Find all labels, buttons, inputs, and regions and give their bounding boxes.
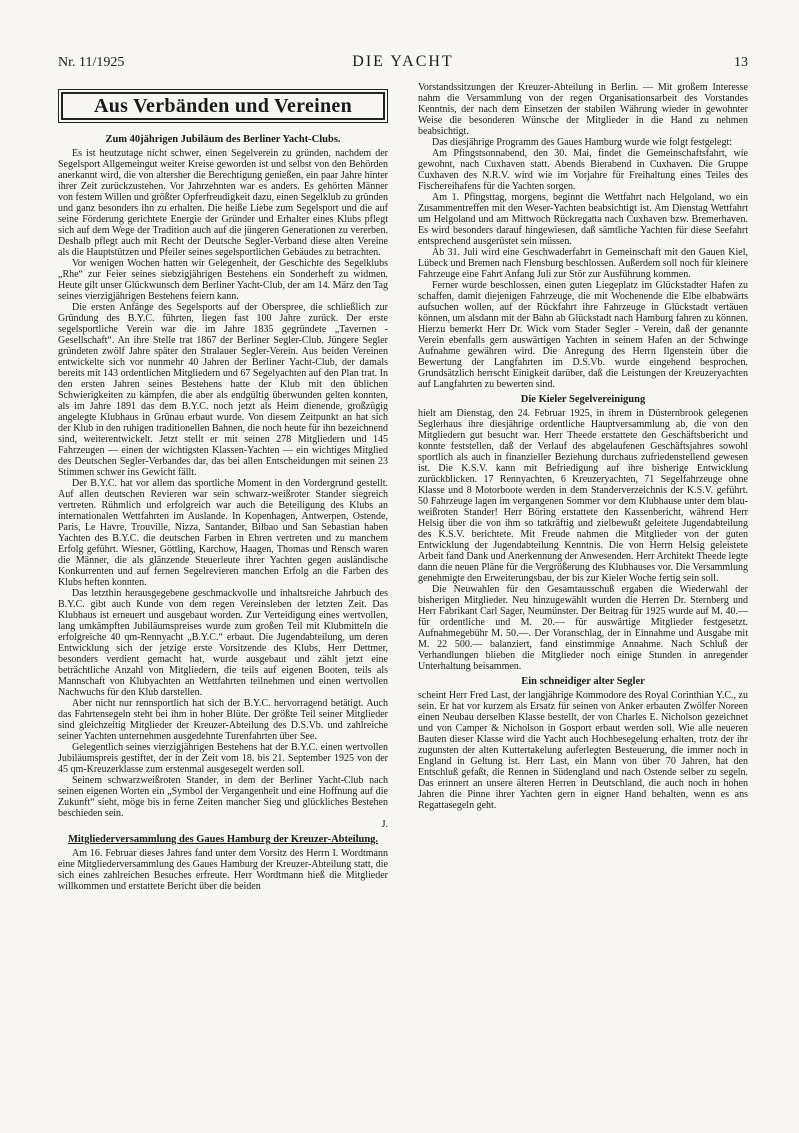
left-column	[58, 82, 388, 892]
paragraph: Am Pfingstsonnabend, den 30. Mai, findet die Gemeinschaftsfahrt, wie gewohnt, nach Cuxhaven statt. Abends Bierabend in Cuxhaven. Die Gruppe Cuxhaven des N.R.V. wird wie im Vorjahre für Freihaltung eines Teiles des Fischereihafens für die Yachten sorgen.	[418, 148, 748, 192]
paragraph: Am 1. Pfingsttag, morgens, beginnt die Wettfahrt nach Helgoland, wo ein Zusammentreffen mit den Weser-Yachten beabsichtigt ist. Am Dienstag Wettfahrt um Helgoland und am Mittwoch Rückregatta nach Cuxhaven bzw. Bremerhaven. Es wird besonders darauf hingewiesen, daß sämtliche Yachten für diese Seefahrt entsprechend ausgerüstet sein müssen.	[418, 192, 748, 247]
paragraph: Aber nicht nur rennsportlich hat sich der B.Y.C. hervorragend betätigt. Auch das Fahrtensegeln steht bei ihm in hoher Blüte. Der größte Teil seiner Mitglieder sind gleichzeitig Mitglieder der Kreuzer-Abteilung des D.S.Vb. und zahlreiche seiner Yachten unternehmen ausgedehnte Turenfahrten über See.	[58, 698, 388, 742]
paragraph: Seinem schwarzweißroten Stander, in dem der Berliner Yacht-Club nach seinen eigenen Worten ein „Symbol der Vergangenheit und eine Hoffnung auf die Zukunft“ sieht, möge bis in ferne Zeiten mancher Sieg und glückliches Bestehen beschieden sein.	[58, 775, 388, 819]
article-heading-kiel: Die Kieler Segelvereinigung	[520, 394, 646, 405]
paragraph: Am 16. Februar dieses Jahres fand unter dem Vorsitz des Herrn I. Wordtmann eine Mitgliederversammlung des Gaues Hamburg der Kreuzer-Abteilung statt, die sich eines zahlreichen Besuches erfreute. Herr Wordtmann hieß die Mitglieder willkommen und erstattete Bericht über die beiden	[58, 848, 388, 892]
paragraph: Ab 31. Juli wird eine Geschwaderfahrt in Gemeinschaft mit den Gauen Kiel, Lübeck und Bremen nach Flensburg beschlossen. Außerdem soll noch für kleinere Fahrzeuge eine Fahrt Anfang Juli zur Stör zur Ausführung kommen.	[418, 247, 749, 280]
article-heading-segler: Ein schneidiger alter Segler	[521, 676, 645, 687]
page-header	[58, 53, 748, 75]
section-title: Aus Verbänden und Vereinen	[61, 92, 385, 120]
paragraph: Gelegentlich seines vierzigjährigen Bestehens hat der B.Y.C. einen wertvollen Jubiläumspreis gestiftet, der in der Zeit vom 18. bis 21. September 1925 von der 45 qm-Kreuzerklasse zum erstenmal ausgesegelt werden soll.	[58, 742, 388, 775]
paragraph: scheint Herr Fred Last, der langjährige Kommodore des Royal Corinthian Y.C., zu sein. Er hat vor kurzem als Ersatz für seinen von Anker erbauten Zwölfer Noreen einen Neubau derselben Klasse bestellt, der von Charles E. Nicholson gezeichnet und von Camper & Nicholson in Gosport erbaut werden soll. Wie alle neueren Bauten dieser Klasse wird die Yacht auch Hochbesegelung erhalten, trotz der ihr zugunsten der alten Kuttertakelung auferlegten Besteuerung, die immer noch in England in Geltung ist. Herr Last, ein Mann von über 70 Jahren, hat den Entschluß gefaßt, die Rennen in Südengland und nach Ostende selber zu segeln. Das erinnert an unsere älteren Herren in Deutschland, die auch noch in hohen Jahren die Pinne ihrer Yachten gern in eigner Hand behalten, wenn es ans Regattasegeln geht.	[418, 690, 748, 811]
paragraph: hielt am Dienstag, den 24. Februar 1925, in ihrem in Düsternbrook gelegenen Seglerhaus ihre diesjährige ordentliche Hauptversammlung ab, die von den Mitgliedern gut besucht war. Herr Theede erstattete den Geschäftsbericht und konnte feststellen, daß der Verlauf des abgelaufenen Geschäftsjahres sowohl sportlich als auch in finanzieller Beziehung durchaus zufriedenstellend gewesen ist. Die K.S.V. kann mit Befriedigung auf ihre bisherige Entwicklung zurückblicken. 17 Rennyachten, 6 Kreuzeryachten, 71 Segelfahrzeuge ohne Klasse und 8 Motorboote werden in dem Standerverzeichnis der K.S.V. geführt. 50 Fahrzeuge lagen im vergangenen Sommer vor dem Klubhause unter dem blau-weißroten Stander! Herr Böring erstattete den Kassenbericht, während Herr Helsig über die von ihm so tatkräftig und zielbewußt geleitete Jugendabteilung des K.S.V. berichtete. Mit Freude nahmen die Mitglieder von der guten Entwicklung der Jugendabteilung Kenntnis. Die von Herrn Helsig geleistete Arbeit fand Dank und Anerkennung der Anwesenden. Herr Architekt Theede legte dann die neuen Pläne für die Vergrößerung des Klubhauses vor. Die Versammlung genehmigte den Erweiterungsbau, der bis zur Kieler Woche fertig sein soll.	[418, 408, 748, 584]
page-number: 13	[734, 55, 748, 70]
paragraph: Das letzthin herausgegebene geschmackvolle und inhaltsreiche Jahrbuch des B.Y.C. gibt auch Kunde von dem regen Vereinsleben der letzten Zeit. Das Klubhaus ist erneuert und ausgebaut worden. Zur Verteidigung eines wertvollen, lang umkämpften Jubiläumspreises wurde zum großen Teil mit Klubmitteln die erfolgreiche 40 qm-Rennyacht „B.Y.C.“ erbaut. Die Jugendabteilung, um deren Entwicklung sich der jetzige erste Vorsitzende des Klubs, Herr Dettmer, besonders verdient gemacht hat, wurde ausgebaut und zählt jetzt eine beträchtliche Anzahl von Mitgliedern, die teils auf eigenen Booten, teils als Mannschaft von Klubyachten an Wettfahrten teilnehmen und einen wertvollen Nachwuchs für den Klub darstellen.	[58, 588, 388, 698]
article-heading-byc: Zum 40jährigen Jubiläum des Berliner Yacht-Clubs.	[105, 134, 341, 145]
paragraph: Vorstandssitzungen der Kreuzer-Abteilung in Berlin. — Mit großem Interesse nahm die Versammlung von der regen Organisationsarbeit des Vorstandes Kenntnis, der nach dem Einsetzen der stabilen Währung wieder in gewohnter Weise die besonderen Wünsche der Mitglieder in die Hand zu nehmen beabsichtigt.	[418, 82, 748, 137]
journal-title: DIE YACHT	[352, 53, 454, 70]
paragraph: Das diesjährige Programm des Gaues Hamburg wurde wie folgt festgelegt:	[432, 137, 733, 148]
paragraph: Der B.Y.C. hat vor allem das sportliche Moment in den Vordergrund gestellt. Auf allen deutschen Revieren war sein schwarz-weißroter Stander siegreich vertreten. Rühmlich und erfolgreich war auch die Beteiligung des Klubs an internationalen Wettfahrten im Auslande. In Kopenhagen, Antwerpen, Ostende, Paris, Le Havre, Trouville, Nizza, Santander, Bilbao und San Sebastian haben Yachten des B.Y.C. die deutschen Farben in Ehren vertreten und zu manchem Erfolg geführt. Wiesner, Göttling, Karchow, Haagen, Thomas und Rensch waren die Männer, die als glänzende Steuerleute ihrer Yachten gegen ausländische Konkurrenten und auf fernen Segelrevieren manchen Erfolg an die Farben des Klubs heften konnten.	[58, 478, 388, 588]
paragraph: Ferner wurde beschlossen, einen guten Liegeplatz im Glückstadter Hafen zu schaffen, damit diejenigen Fahrzeuge, die mit Wochenende die Elbe elbabwärts aufsuchen wollen, auf der Rückfahrt ihre Fahrzeuge in Glückstadt vertäuen können, um alsdann mit der Bahn ab Glückstadt nach Hamburg fahren zu können. Hierzu bemerkt Herr Dr. Wick vom Stader Segler - Verein, daß der genannte Verein ebenfalls gern auswärtigen Yachten in seinem Hafen an der Schwinge Aufnahme gewähren wird. Die Anregung des Herrn Ilgenstein über die Bewertung der Langfahrten im D.S.Vb. wurde eingehend besprochen. Grundsätzlich herrscht Einigkeit darüber, daß die Leistungen der Kreuzeryachten auf Langfahrten zu bewerten sind.	[418, 280, 748, 390]
paragraph: Es ist heutzutage nicht schwer, einen Segelverein zu gründen, nachdem der Segelsport Allgemeingut weiter Kreise geworden ist und selbst von den Behörden anerkannt wird, die von altersher die Berechtigung genießen, ein paar Jahre hinter ihrer Zeit zurückzustehen. Vor Jahrzehnten war es anders. Es gehörten Männer von festem Willen und größter Opferfreudigkeit dazu, einen Segelklub zu gründen und ganz besonders ihn zu erhalten. Die heiße Liebe zum Segelsport und die auf seine Förderung gerichtete Energie der Gründer und Erhalter eines Klubs pflegt sich auf dem Wege der Tradition auch auf die jüngeren Generationen zu vererben. Deshalb pflegt auch mit Recht der Deutsche Segler-Verband diese alten Vereine als die Hauptstützen und Pfeiler seines segelsportlichen Gebäudes zu betrachten.	[58, 148, 388, 258]
paragraph: Die Neuwahlen für den Gesamtausschuß ergaben die Wiederwahl der bisherigen Mitglieder. Neu hinzugewählt wurden die Herren Dr. Sternberg und Herr Fabrikant Carl Sager, Neumünster. Der Beitrag für 1925 wurde auf M. 40.— für ordentliche und M. 20.— für auswärtige Mitglieder festgesetzt. Aufnahmegebühr M. 50.—. Der Voranschlag, der in Einnahme und Ausgabe mit M. 22 500.— balanziert, fand einstimmige Annahme. Nach Schluß der Verhandlungen blieben die Mitglieder noch einige Stunden in anregender Unterhaltung beisammen.	[418, 584, 748, 672]
article-heading-hamburg: Mitgliederversammlung des Gaues Hamburg der Kreuzer-Abteilung.	[67, 834, 379, 845]
paragraph: Vor wenigen Wochen hatten wir Gelegenheit, der Geschichte des Segelklubs „Rhe“ zur Feier seines siebzigjährigen Bestehens ein Sonderheft zu widmen. Heute gilt unser Glückwunsch dem Berliner Yacht-Club, der am 14. März den Tag seines vierzigjährigen Bestehens feiern kann.	[58, 258, 388, 302]
right-column	[418, 82, 748, 811]
author-signature: J.	[381, 819, 388, 830]
issue-number: Nr. 11/1925	[58, 55, 125, 70]
paragraph: Die ersten Anfänge des Segelsports auf der Oberspree, die schließlich zur Gründung des B.Y.C. führten, liegen fast 100 Jahre zurück. Der erste segelsportliche Verein war die im Jahre 1835 gegründete „Tavernen - Gesellschaft“. An ihre Stelle trat 1867 der Berliner Segler-Club. Jüngere Segler gründeten zwölf Jahre später den Stralauer Segler-Verein. Aus beiden Vereinen entwickelte sich vor nunmehr 40 Jahren der Berliner Yacht-Club, der damals bereits mit 143 ordentlichen Mitgliedern und 67 Segelyachten auf den Plan trat. In den ersten Jahren seines Bestehens hatte der Klub mit den üblichen Schwierigkeiten zu kämpfen, die aber als endgültig überwunden gelten konnten, als im Jahre 1891 das dem B.Y.C. noch jetzt als Heim dienende, großzügig angelegte Klubhaus in Grünau erbaut wurde. Von diesem Zeitpunkt an hat sich der Klub in den ruhigen traditionellen Bahnen, die noch heute für ihn bezeichnend sind, weiterentwickelt. Jetzt stellt er mit seinen 278 Mitgliedern und 145 Fahrzeugen — einen der wichtigsten Klassen-Yachten — ein wichtiges Mitglied des Deutschen Segler-Verbandes dar, das bei allen Entscheidungen mit seinen 23 Stimmen schwer ins Gewicht fällt.	[58, 302, 388, 478]
